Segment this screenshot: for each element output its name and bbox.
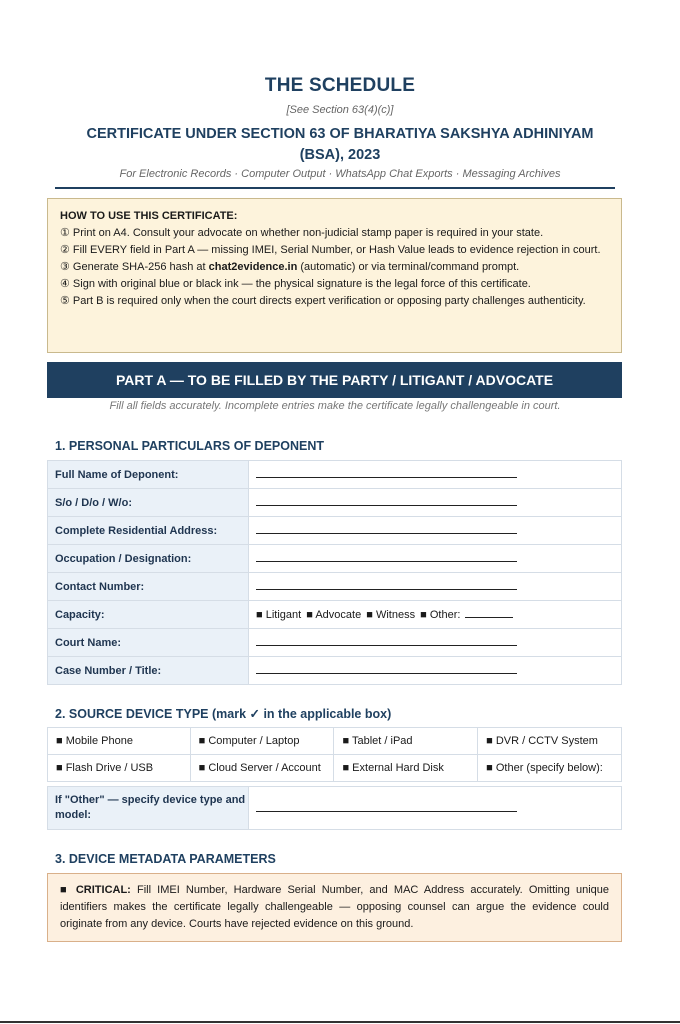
- how-to-step-5: ⑤ Part B is required only when the court directs expert verification or opposing party challenges authenticity.: [60, 295, 586, 307]
- fill-line: [256, 636, 517, 646]
- how-to-step-3-post: (automatic) or via terminal/command prompt.: [297, 261, 520, 273]
- other-device-table: [47, 786, 622, 830]
- how-to-step-3-pre: ③ Generate SHA-256 hash at: [60, 261, 209, 273]
- device-flash-drive-checkbox[interactable]: ■ Flash Drive / USB: [48, 755, 191, 782]
- relation-field[interactable]: [249, 489, 622, 517]
- full-name-field[interactable]: [249, 461, 622, 489]
- device-tablet-checkbox[interactable]: ■ Tablet / iPad: [334, 728, 478, 755]
- table-row: [48, 517, 622, 545]
- section-3-heading: 3. DEVICE METADATA PARAMETERS: [55, 852, 276, 866]
- how-to-title: HOW TO USE THIS CERTIFICATE:: [60, 210, 238, 222]
- court-name-field[interactable]: [249, 629, 622, 657]
- fill-line: [256, 496, 517, 506]
- table-row: [48, 755, 622, 782]
- capacity-advocate-checkbox[interactable]: ■ Advocate: [306, 609, 362, 621]
- capacity-other-checkbox[interactable]: ■ Other:: [420, 609, 461, 621]
- field-label: Capacity:: [48, 601, 249, 629]
- schedule-title: THE SCHEDULE: [264, 75, 416, 96]
- device-dvr-checkbox[interactable]: ■ DVR / CCTV System: [478, 728, 622, 755]
- part-a-note: Fill all fields accurately. Incomplete entries make the certificate legally challengeable in court.: [109, 400, 561, 412]
- table-row: [48, 489, 622, 517]
- critical-label: ■ CRITICAL:: [60, 884, 131, 896]
- field-label: Complete Residential Address:: [48, 517, 249, 545]
- section-reference: [See Section 63(4)(c)]: [286, 104, 394, 116]
- occupation-field[interactable]: [249, 545, 622, 573]
- address-field[interactable]: [249, 517, 622, 545]
- capacity-witness-checkbox[interactable]: ■ Witness: [366, 609, 416, 621]
- fill-line: [256, 552, 517, 562]
- device-other-checkbox[interactable]: ■ Other (specify below):: [478, 755, 622, 782]
- capacity-field: [249, 601, 622, 629]
- table-row: [48, 573, 622, 601]
- certificate-title: CERTIFICATE UNDER SECTION 63 OF BHARATIYA SAKSHYA ADHINIYAM (BSA), 2023: [86, 126, 594, 163]
- table-row: [48, 657, 622, 685]
- table-row: [48, 545, 622, 573]
- contact-number-field[interactable]: [249, 573, 622, 601]
- critical-notice: [47, 873, 622, 942]
- table-row: [48, 629, 622, 657]
- device-cloud-checkbox[interactable]: ■ Cloud Server / Account: [190, 755, 334, 782]
- section-1-heading: 1. PERSONAL PARTICULARS OF DEPONENT: [55, 439, 325, 453]
- how-to-step-1: ① Print on A4. Consult your advocate on whether non-judicial stamp paper is required in your state.: [60, 227, 544, 239]
- critical-text: Fill IMEI Number, Hardware Serial Number, and MAC Address accurately. Omitting unique identifiers makes the certificate legally challengeable — opposing counsel can argue the evidence could originate from any device. Courts have rejected evidence on this ground.: [60, 884, 609, 930]
- table-row: [48, 787, 622, 830]
- how-to-step-2: ② Fill EVERY field in Part A — missing IMEI, Serial Number, or Hash Value leads to evidence rejection in court.: [60, 244, 601, 256]
- table-row: [48, 601, 622, 629]
- fill-line: [256, 524, 517, 534]
- how-to-step-4: ④ Sign with original blue or black ink — the physical signature is the legal force of this certificate.: [60, 278, 531, 290]
- field-label: Full Name of Deponent:: [48, 461, 249, 489]
- field-label: Court Name:: [48, 629, 249, 657]
- case-number-field[interactable]: [249, 657, 622, 685]
- certificate-subtitle: For Electronic Records · Computer Output · WhatsApp Chat Exports · Messaging Archives: [119, 168, 561, 180]
- table-row: [48, 461, 622, 489]
- field-label: Case Number / Title:: [48, 657, 249, 685]
- section-2-heading: 2. SOURCE DEVICE TYPE (mark ✓ in the applicable box): [55, 707, 392, 721]
- field-label: If "Other" — specify device type and model:: [48, 787, 249, 830]
- part-a-heading: PART A — TO BE FILLED BY THE PARTY / LITIGANT / ADVOCATE: [47, 362, 622, 398]
- device-hard-disk-checkbox[interactable]: ■ External Hard Disk: [334, 755, 478, 782]
- table-row: [48, 728, 622, 755]
- fill-line: [256, 664, 517, 674]
- device-computer-checkbox[interactable]: ■ Computer / Laptop: [190, 728, 334, 755]
- header-divider: [55, 187, 615, 189]
- field-label: Contact Number:: [48, 573, 249, 601]
- page-bottom-border: [0, 1021, 680, 1023]
- personal-particulars-table: [47, 460, 622, 685]
- device-mobile-checkbox[interactable]: ■ Mobile Phone: [48, 728, 191, 755]
- fill-line: [256, 802, 517, 812]
- how-to-box: [47, 198, 622, 353]
- field-label: Occupation / Designation:: [48, 545, 249, 573]
- other-device-field[interactable]: [249, 787, 622, 830]
- field-label: S/o / D/o / W/o:: [48, 489, 249, 517]
- capacity-other-line[interactable]: [465, 608, 513, 618]
- capacity-litigant-checkbox[interactable]: ■ Litigant: [256, 609, 302, 621]
- device-type-grid: [47, 727, 622, 782]
- fill-line: [256, 468, 517, 478]
- how-to-step-3: [60, 259, 609, 276]
- fill-line: [256, 580, 517, 590]
- hash-site-link: chat2evidence.in: [208, 261, 298, 273]
